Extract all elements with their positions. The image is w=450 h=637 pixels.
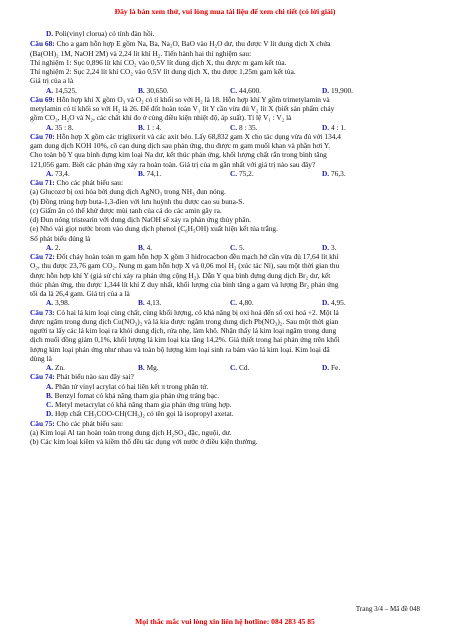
line-text: (b) Đồng trùng hợp buta-1,3-đien với lưu huỳnh thu được cao su buna-S. (30, 196, 245, 206)
option-value: 4,95. (330, 298, 346, 308)
line-text: (d) Đun nóng tristearin với dung dịch NaOH sẽ xảy ra phản ứng thủy phân. (30, 215, 251, 225)
line-text: O₂, thu được 23,76 gam CO₂. Nung m gam hỗn hợp X và 0,06 mol H₂ (xúc tác Ni), sau một thời gian thu (30, 261, 340, 271)
text-line (30, 234, 425, 243)
text-line (30, 391, 425, 400)
footer-banner: Mọi thắc mắc vui lòng xin liên hệ hotline: 084 283 45 85 (135, 617, 315, 626)
answer-option (322, 298, 414, 307)
question-label: Câu 68: (30, 39, 57, 49)
option-value: 30,650. (146, 85, 169, 95)
header-banner: Đây là bản xem thử, vui lòng mua tài liệu để xem chi tiết (có lời giải) (114, 7, 336, 16)
answer-options-row (30, 169, 425, 178)
option-key: A. (46, 298, 55, 308)
option-key: C. (230, 168, 239, 178)
text-line (30, 345, 425, 354)
line-text: (Ba(OH)₂ 1M, NaOH 2M) và 2,24 lít khí H₂. Tiến hành hai thí nghiệm sau: (30, 48, 252, 58)
page-footer: Trang 3/4 – Mã đề 048 (355, 605, 420, 613)
option-value: 4 : 1. (330, 122, 346, 132)
line-text: metylamin có tỉ khối so với H₂ là 26. Để đốt hoàn toàn V₁ lít Y cần vừa đủ V₂ lít X (biết sản phẩm cháy (30, 104, 335, 114)
option-value: 73,4. (54, 168, 70, 178)
line-text: được ngâm trong dung dịch Cu(NO₃)₂ và lá kia được ngâm trong dung dịch Pb(NO₃)₂. Sau một thời gian (30, 316, 339, 326)
text-line (30, 308, 425, 317)
text-line (30, 252, 425, 261)
option-key: B. (138, 363, 147, 373)
line-text: Metyl metacrylat có khả năng tham gia phản ứng trùng hợp. (54, 400, 232, 410)
question-label: D. (46, 409, 55, 419)
text-line (30, 261, 425, 270)
option-value: 8 : 35. (238, 122, 258, 132)
answer-options-row (30, 298, 425, 307)
answer-option (322, 169, 414, 178)
line-text: lượng kim loại phản ứng như nhau và toàn bộ lượng kim loại sinh ra bám vào lá kim loại. Kim loại đã (30, 344, 330, 354)
question-label: C. (46, 400, 55, 410)
text-line (30, 382, 425, 391)
line-text: Poli(vinyl clorua) có tính đàn hồi. (54, 29, 155, 38)
option-key: C. (230, 298, 239, 308)
answer-options-row (30, 363, 425, 372)
option-key: C. (230, 242, 239, 252)
text-line (30, 206, 425, 215)
question-label: Câu 72: (30, 252, 57, 262)
option-value: 75,2. (238, 168, 254, 178)
option-value: 19,900. (330, 85, 354, 95)
line-text: 121,056 gam. Biết các phản ứng xảy ra hoàn toàn. Giá trị của m gần nhất với giá trị nào sau đây? (30, 159, 316, 169)
answer-option (322, 86, 414, 95)
option-value: 4. (146, 242, 153, 252)
answer-option (46, 86, 138, 95)
option-key: D. (322, 122, 331, 132)
option-key: D. (322, 298, 331, 308)
text-line (30, 354, 425, 363)
option-key: B. (138, 242, 147, 252)
text-line (30, 113, 425, 122)
text-line (30, 187, 425, 196)
answer-option (46, 298, 138, 307)
option-value: 74,1. (146, 168, 162, 178)
answer-option (230, 86, 322, 95)
question-label: Câu 71: (30, 178, 57, 188)
option-value: 35 : 8. (54, 122, 74, 132)
line-text: Hỗn hợp khí X gồm O₃ và O₂ có tỉ khối so với H₂ là 18. Hỗn hợp khí Y gồm trimetylamin và (56, 94, 330, 104)
answer-option (138, 86, 230, 95)
line-text: người ta lấy các lá kim loại ra khỏi dung dịch, rửa nhẹ, làm khô. Nhận thấy lá kim loại ngâm trong dung (30, 326, 337, 336)
text-line (30, 150, 425, 159)
text-line (30, 372, 425, 381)
text-line (30, 58, 425, 67)
question-label: B. (46, 390, 55, 400)
line-text: (c) Giấm ăn có thể khử được mùi tanh của cá do các amin gây ra. (30, 205, 222, 215)
option-key: C. (230, 363, 239, 373)
answer-option (322, 123, 414, 132)
text-line (30, 280, 425, 289)
answer-option (46, 123, 138, 132)
line-text: thúc phản ứng, thu được 1,344 lít khí Z duy nhất, khối lượng của bình tăng a gam và lượng Br₂ phản ứng (30, 279, 339, 289)
text-line (30, 215, 425, 224)
line-text: Cho các phát biểu sau: (56, 178, 124, 188)
answer-options-row (30, 123, 425, 132)
option-key: D. (322, 242, 331, 252)
line-text: Số phát biểu đúng là (30, 233, 91, 243)
line-text: Thí nghiệm 2: Sục 2,24 lít khí CO₂ vào 0,5V lít dung dịch X, thu được 1,25m gam kết tủa. (30, 67, 296, 77)
text-line (30, 271, 425, 280)
option-value: Mg. (146, 363, 159, 373)
answer-option (322, 243, 414, 252)
option-value: 1 : 4. (146, 122, 162, 132)
line-text: Thí nghiệm 1: Sục 0,896 lít khí CO₂ vào 0,5V lít dung dịch X, thu được m gam kết tủa. (30, 57, 287, 67)
line-text: Giá trị của a là (30, 76, 74, 86)
option-value: Fe. (330, 363, 341, 373)
text-line (30, 289, 425, 298)
option-value: 44,600. (238, 85, 262, 95)
answer-option (138, 298, 230, 307)
question-label: Câu 69: (30, 94, 57, 104)
text-line (30, 428, 425, 437)
text-line (30, 409, 425, 418)
answer-option (138, 243, 230, 252)
line-text: Cho các phát biểu sau: (56, 418, 124, 428)
text-line (30, 400, 425, 409)
option-key: A. (46, 85, 55, 95)
line-text: Hỗn hợp X gồm các triglixerit và các axit béo. Lấy 68,832 gam X cho tác dụng vừa đủ với 134,4 (56, 131, 341, 141)
line-text: gam dung dịch KOH 10%, cô cạn dung dịch sau phản ứng, thu được m gam muối khan và phần hơi Y. (30, 141, 331, 151)
line-text: Phân tử vinyl acrylat có hai liên kết π trong phân tử. (54, 381, 209, 391)
option-key: B. (138, 298, 147, 308)
line-text: Có hai lá kim loại cùng chất, cùng khối lượng, có khả năng bị oxi hoá đến số oxi hoá +2. Một lá (56, 307, 339, 317)
option-key: A. (46, 122, 55, 132)
answer-option (230, 123, 322, 132)
question-label: Câu 70: (30, 131, 57, 141)
line-text: Đốt cháy hoàn toàn m gam hỗn hợp X gồm 3 hidrocacbon đều mạch hở cần vừa đủ 17,64 lít khí (56, 252, 339, 262)
answer-option (138, 123, 230, 132)
text-line (30, 317, 425, 326)
text-line (30, 197, 425, 206)
answer-options-row (30, 243, 425, 252)
text-line (30, 160, 425, 169)
line-text: Cho a gam hỗn hợp E gồm Na, Ba, Na₂O, BaO vào H₂O dư, thu được V lít dung dịch X chứa (56, 39, 331, 49)
option-key: B. (138, 168, 147, 178)
option-key: B. (138, 122, 147, 132)
text-line (30, 104, 425, 113)
text-line (30, 29, 425, 38)
option-value: 3. (330, 242, 337, 252)
line-text: (e) Nhỏ vài giọt nước brom vào dung dịch phenol (C₆H₅OH) xuất hiện kết tủa trắng. (30, 224, 278, 234)
answer-option (230, 243, 322, 252)
line-text: (b) Các kim loại kiềm và kiềm thổ đều tác dụng với nước ở điều kiện thường. (30, 437, 258, 447)
option-value: Cd. (238, 363, 250, 373)
option-value: 4,80. (238, 298, 254, 308)
answer-option (230, 169, 322, 178)
answer-option (230, 363, 322, 372)
text-line (30, 49, 425, 58)
text-line (30, 67, 425, 76)
option-value: 76,3. (330, 168, 346, 178)
line-text: dùng là (30, 353, 52, 363)
text-line (30, 224, 425, 233)
line-text: dịch muối đồng giảm 0,1%, khối lượng lá kim loại kia tăng 14,2%. Giả thiết trong hai phản ứng trên khối (30, 335, 340, 345)
option-key: C. (230, 85, 239, 95)
text-line (30, 335, 425, 344)
text-line (30, 95, 425, 104)
text-line (30, 326, 425, 335)
question-label: Câu 75: (30, 418, 57, 428)
line-text: gồm CO₂, H₂O và N₂, các chất khí đo ở cùng điều kiện nhiệt độ, áp suất). Tỉ lệ V₁ : V₂ là (30, 113, 292, 123)
line-text: tối đa là 26,4 gam. Giá trị của a là (30, 289, 130, 299)
option-key: A. (46, 242, 55, 252)
option-value: 3,98. (54, 298, 70, 308)
option-key: D. (322, 85, 331, 95)
question-label: Câu 73: (30, 307, 57, 317)
question-label: A. (46, 381, 55, 391)
answer-option (230, 298, 322, 307)
option-key: D. (322, 363, 331, 373)
line-text: Phát biểu nào sau đây sai? (56, 372, 134, 382)
text-line (30, 39, 425, 48)
question-label: D. (46, 29, 55, 38)
option-key: B. (138, 85, 147, 95)
option-value: 14,525. (54, 85, 78, 95)
answer-option (46, 169, 138, 178)
text-line (30, 178, 425, 187)
option-key: C. (230, 122, 239, 132)
line-text: được hỗn hợp khí Y (giả sử chỉ xảy ra phản ứng cộng H₂). Dẫn Y qua bình đựng dung dịch Br₂ dư, kết (30, 270, 331, 280)
option-value: 5. (238, 242, 245, 252)
text-line (30, 76, 425, 85)
answer-option (46, 363, 138, 372)
option-key: D. (322, 168, 331, 178)
answer-option (138, 363, 230, 372)
answer-option (46, 243, 138, 252)
option-key: A. (46, 168, 55, 178)
line-text: (a) Kim loại Al tan hoàn toàn trong dung dịch H₂SO₄ đặc, nguội, dư. (30, 427, 232, 437)
option-value: 2. (54, 242, 61, 252)
option-value: 4,13. (146, 298, 162, 308)
text-line (30, 437, 425, 446)
line-text: Benzyl fomat có khả năng tham gia phản ứng tráng bạc. (54, 390, 220, 400)
line-text: Cho toàn bộ Y qua bình đựng kim loại Na dư, kết thúc phản ứng, khối lượng chất rắn trong bình tăng (30, 150, 327, 160)
question-label: Câu 74: (30, 372, 57, 382)
text-line (30, 132, 425, 141)
line-text: (a) Glucozơ bị oxi hóa bởi dung dịch AgNO₃ trong NH₃ đun nóng. (30, 187, 226, 197)
document-body (30, 29, 425, 446)
text-line (30, 141, 425, 150)
option-key: A. (46, 363, 55, 373)
answer-option (322, 363, 414, 372)
answer-options-row (30, 86, 425, 95)
answer-option (138, 169, 230, 178)
line-text: Hợp chất CH₃COO-CH(CH₃)₂ có tên gọi là isopropyl axetat. (54, 409, 234, 419)
text-line (30, 419, 425, 428)
option-value: Zn. (54, 363, 65, 373)
